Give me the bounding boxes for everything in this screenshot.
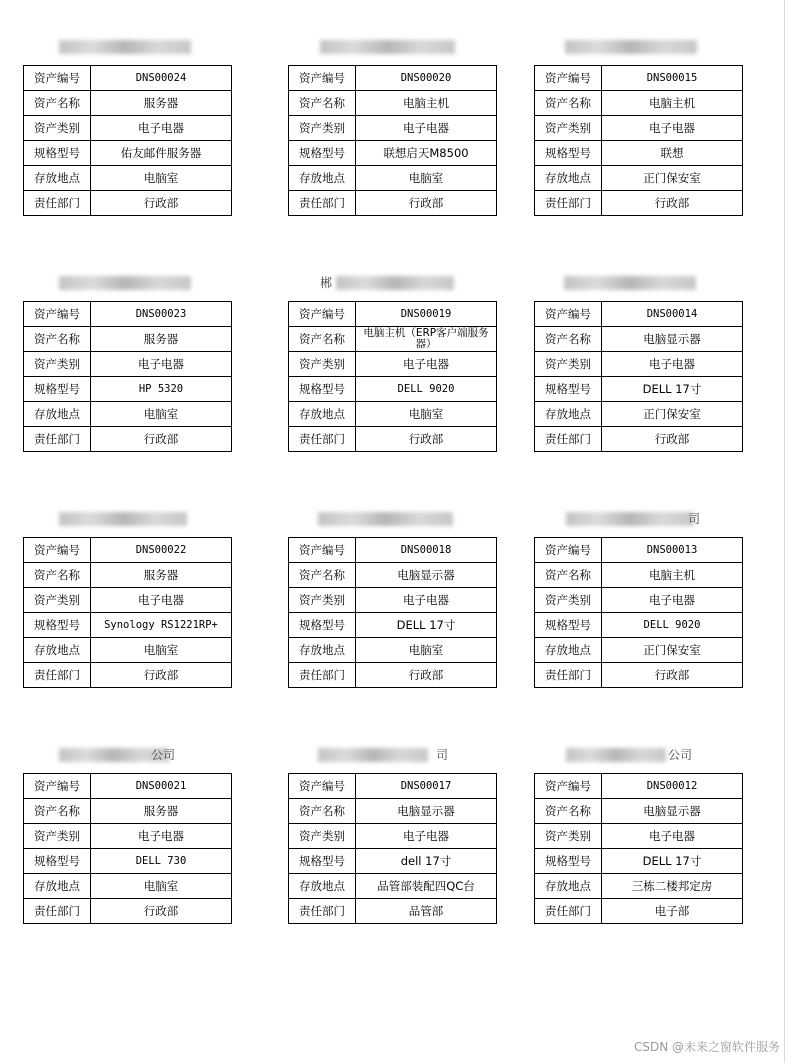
table-row [24,563,232,588]
field-value: DNS00020 [356,66,497,91]
field-value: 电脑主机（ERP客户端服务器） [356,327,497,352]
field-value: DNS00019 [356,302,497,327]
table-row [24,899,232,924]
field-value: DELL 17寸 [602,377,743,402]
table-row [535,613,743,638]
table-row [289,799,497,824]
field-value: DELL 9020 [602,613,743,638]
field-value: 电脑室 [91,166,232,191]
field-value: 行政部 [356,191,497,216]
field-value: 联想 [602,141,743,166]
field-label: 规格型号 [535,849,602,874]
company-name-redacted [288,748,497,762]
field-label: 资产编号 [289,774,356,799]
table-row [535,849,743,874]
field-label: 资产类别 [535,352,602,377]
asset-card [23,40,232,216]
field-label: 资产名称 [289,327,356,352]
table-row [24,66,232,91]
table-row [535,191,743,216]
table-row [535,116,743,141]
table-row [24,191,232,216]
field-value: DNS00015 [602,66,743,91]
table-row [535,874,743,899]
field-label: 资产编号 [24,66,91,91]
field-label: 资产类别 [535,116,602,141]
field-label: 资产名称 [24,563,91,588]
field-label: 责任部门 [535,663,602,688]
redaction-blur [320,40,455,54]
field-value: DNS00023 [91,302,232,327]
table-row [24,427,232,452]
field-label: 资产编号 [289,302,356,327]
table-row [24,352,232,377]
table-row [289,638,497,663]
redaction-blur [59,40,191,54]
table-row [289,849,497,874]
field-label: 存放地点 [535,874,602,899]
table-row [289,774,497,799]
table-row [535,799,743,824]
company-name-redacted [534,276,743,290]
table-row [535,327,743,352]
field-value: 电脑显示器 [602,799,743,824]
field-value: 电子电器 [91,116,232,141]
table-row [24,588,232,613]
field-value: 电子电器 [602,352,743,377]
asset-table [23,301,232,452]
field-value: 电脑室 [91,402,232,427]
field-value: 行政部 [356,427,497,452]
field-label: 责任部门 [24,427,91,452]
field-label: 资产类别 [289,588,356,613]
table-row [24,402,232,427]
field-value: 电脑显示器 [602,327,743,352]
field-label: 责任部门 [24,191,91,216]
company-name-redacted [534,40,743,54]
company-name-visible-fragment: 公司 [151,748,176,762]
field-value: 电脑主机 [602,91,743,116]
table-row [535,352,743,377]
table-row [289,141,497,166]
field-label: 规格型号 [24,849,91,874]
field-value: DNS00017 [356,774,497,799]
asset-table [288,773,497,924]
field-value: 电子电器 [356,352,497,377]
table-row [535,66,743,91]
redaction-blur [564,276,696,290]
table-row [535,638,743,663]
field-label: 资产类别 [535,824,602,849]
table-row [535,91,743,116]
field-label: 规格型号 [24,141,91,166]
field-label: 资产类别 [24,116,91,141]
field-label: 资产类别 [535,588,602,613]
field-value: 服务器 [91,563,232,588]
field-value: 电子电器 [91,588,232,613]
field-value: 电子电器 [356,824,497,849]
field-value: DELL 9020 [356,377,497,402]
field-label: 存放地点 [289,638,356,663]
table-row [289,538,497,563]
field-value: DELL 730 [91,849,232,874]
asset-card [534,40,743,216]
field-value: 行政部 [602,191,743,216]
field-label: 存放地点 [535,638,602,663]
field-label: 资产名称 [535,563,602,588]
table-row [289,613,497,638]
table-row [24,874,232,899]
field-label: 责任部门 [289,663,356,688]
field-value: 服务器 [91,799,232,824]
field-value: 电子电器 [356,116,497,141]
table-row [535,141,743,166]
field-label: 规格型号 [289,141,356,166]
asset-table [288,537,497,688]
field-label: 存放地点 [24,638,91,663]
field-label: 资产名称 [24,327,91,352]
field-label: 规格型号 [535,613,602,638]
field-label: 资产类别 [289,116,356,141]
table-row [535,774,743,799]
csdn-watermark: CSDN @未来之窗软件服务 [633,1040,780,1054]
table-row [24,166,232,191]
asset-table [23,537,232,688]
redaction-blur [59,512,187,526]
field-label: 资产名称 [24,91,91,116]
table-row [289,327,497,352]
redaction-blur [59,276,191,290]
table-row [289,377,497,402]
field-label: 责任部门 [289,899,356,924]
field-value: DNS00013 [602,538,743,563]
field-label: 资产类别 [24,588,91,613]
field-label: 资产名称 [289,563,356,588]
field-label: 资产编号 [535,66,602,91]
redaction-blur [336,276,454,290]
asset-table [23,65,232,216]
table-row [535,588,743,613]
field-label: 责任部门 [535,427,602,452]
redaction-blur [565,40,697,54]
field-label: 资产编号 [24,774,91,799]
table-row [24,377,232,402]
company-name-redacted [288,512,497,526]
redaction-blur [318,512,453,526]
asset-card [534,512,743,688]
field-value: DNS00022 [91,538,232,563]
table-row [535,402,743,427]
field-value: 行政部 [602,663,743,688]
table-row [289,663,497,688]
asset-table [23,773,232,924]
field-value: 佑友邮件服务器 [91,141,232,166]
field-label: 责任部门 [535,191,602,216]
field-label: 规格型号 [289,849,356,874]
field-label: 规格型号 [289,377,356,402]
asset-table [534,773,743,924]
table-row [24,824,232,849]
field-value: 电脑主机 [602,563,743,588]
table-row [24,141,232,166]
redaction-blur [566,748,666,762]
table-row [289,874,497,899]
field-value: 服务器 [91,327,232,352]
table-row [535,563,743,588]
table-row [24,613,232,638]
table-row [535,663,743,688]
table-row [24,849,232,874]
table-row [289,191,497,216]
table-row [289,66,497,91]
field-value: Synology RS1221RP+ [91,613,232,638]
asset-table [534,537,743,688]
asset-table [288,301,497,452]
company-name-redacted [23,512,232,526]
field-value: DNS00021 [91,774,232,799]
field-value: 电脑室 [91,638,232,663]
company-name-visible-fragment: 司 [688,512,701,526]
table-row [289,302,497,327]
field-value: 电子部 [602,899,743,924]
redaction-blur [566,512,694,526]
table-row [535,538,743,563]
field-value: dell 17寸 [356,849,497,874]
field-label: 存放地点 [289,166,356,191]
redaction-blur [318,748,428,762]
field-label: 责任部门 [535,899,602,924]
asset-card [288,748,497,924]
field-value: 正门保安室 [602,166,743,191]
field-label: 资产编号 [535,538,602,563]
field-label: 资产类别 [24,824,91,849]
table-row [289,402,497,427]
field-label: 责任部门 [24,663,91,688]
field-value: 电子电器 [602,824,743,849]
table-row [535,427,743,452]
field-value: 电脑室 [91,874,232,899]
field-value: DNS00012 [602,774,743,799]
asset-table [534,65,743,216]
field-label: 规格型号 [535,141,602,166]
company-name-visible-fragment: 司 [436,748,449,762]
field-value: DNS00018 [356,538,497,563]
table-row [24,799,232,824]
asset-card [23,512,232,688]
field-value: 电子电器 [602,588,743,613]
field-label: 资产类别 [24,352,91,377]
field-label: 资产编号 [289,538,356,563]
asset-table [288,65,497,216]
asset-table [534,301,743,452]
table-row [24,116,232,141]
company-name-visible-fragment: 郴 [320,276,333,290]
table-row [289,563,497,588]
asset-card [534,276,743,452]
field-label: 资产编号 [24,538,91,563]
table-row [289,824,497,849]
field-value: 品管部 [356,899,497,924]
field-label: 存放地点 [535,166,602,191]
table-row [289,588,497,613]
table-row [289,427,497,452]
field-value: 品管部装配四QC台 [356,874,497,899]
field-value: DNS00014 [602,302,743,327]
field-label: 存放地点 [24,874,91,899]
field-label: 规格型号 [24,613,91,638]
field-label: 资产名称 [289,799,356,824]
field-label: 资产类别 [289,352,356,377]
field-value: 行政部 [91,663,232,688]
company-name-visible-fragment: 公司 [668,748,693,762]
table-row [535,166,743,191]
field-label: 规格型号 [289,613,356,638]
field-label: 责任部门 [289,427,356,452]
field-label: 资产编号 [289,66,356,91]
field-label: 资产编号 [535,302,602,327]
field-value: 行政部 [91,899,232,924]
table-row [535,824,743,849]
company-name-redacted [288,40,497,54]
page-right-border [784,0,785,1063]
asset-card [534,748,743,924]
field-label: 资产名称 [535,327,602,352]
table-row [24,302,232,327]
field-value: 电子电器 [91,824,232,849]
company-name-redacted [534,512,743,526]
field-value: 行政部 [91,191,232,216]
field-value: HP 5320 [91,377,232,402]
field-value: 电子电器 [91,352,232,377]
field-label: 资产名称 [289,91,356,116]
field-value: 三栋二楼邦定房 [602,874,743,899]
table-row [24,663,232,688]
field-label: 资产名称 [535,91,602,116]
table-row [24,91,232,116]
field-label: 存放地点 [24,166,91,191]
table-row [289,352,497,377]
field-label: 存放地点 [535,402,602,427]
field-value: 电子电器 [356,588,497,613]
table-row [289,899,497,924]
company-name-redacted [534,748,743,762]
field-value: 服务器 [91,91,232,116]
table-row [289,166,497,191]
asset-card [23,748,232,924]
asset-card [288,40,497,216]
field-label: 资产类别 [289,824,356,849]
field-label: 存放地点 [289,402,356,427]
field-label: 资产名称 [24,799,91,824]
field-value: DNS00024 [91,66,232,91]
field-value: 电脑室 [356,638,497,663]
field-value: 电脑室 [356,402,497,427]
table-row [535,899,743,924]
table-row [24,538,232,563]
table-row [24,774,232,799]
table-row [24,327,232,352]
field-label: 责任部门 [24,899,91,924]
company-name-redacted [23,276,232,290]
field-label: 资产编号 [535,774,602,799]
field-label: 存放地点 [24,402,91,427]
asset-card [23,276,232,452]
field-value: 电脑主机 [356,91,497,116]
asset-card [288,512,497,688]
field-label: 资产名称 [535,799,602,824]
field-label: 责任部门 [289,191,356,216]
field-value: 行政部 [91,427,232,452]
table-row [535,302,743,327]
field-value: DELL 17寸 [356,613,497,638]
field-value: 行政部 [602,427,743,452]
field-value: 正门保安室 [602,402,743,427]
field-value: 正门保安室 [602,638,743,663]
company-name-redacted [23,748,232,762]
field-label: 资产编号 [24,302,91,327]
asset-card [288,276,497,452]
table-row [289,91,497,116]
field-value: 电子电器 [602,116,743,141]
field-label: 规格型号 [24,377,91,402]
field-value: 电脑室 [356,166,497,191]
field-value: 电脑显示器 [356,799,497,824]
table-row [535,377,743,402]
table-row [24,638,232,663]
table-row [289,116,497,141]
field-value: 行政部 [356,663,497,688]
field-value: 联想启天M8500 [356,141,497,166]
field-value: 电脑显示器 [356,563,497,588]
field-label: 存放地点 [289,874,356,899]
field-label: 规格型号 [535,377,602,402]
company-name-redacted [23,40,232,54]
company-name-redacted [288,276,497,290]
field-value: DELL 17寸 [602,849,743,874]
